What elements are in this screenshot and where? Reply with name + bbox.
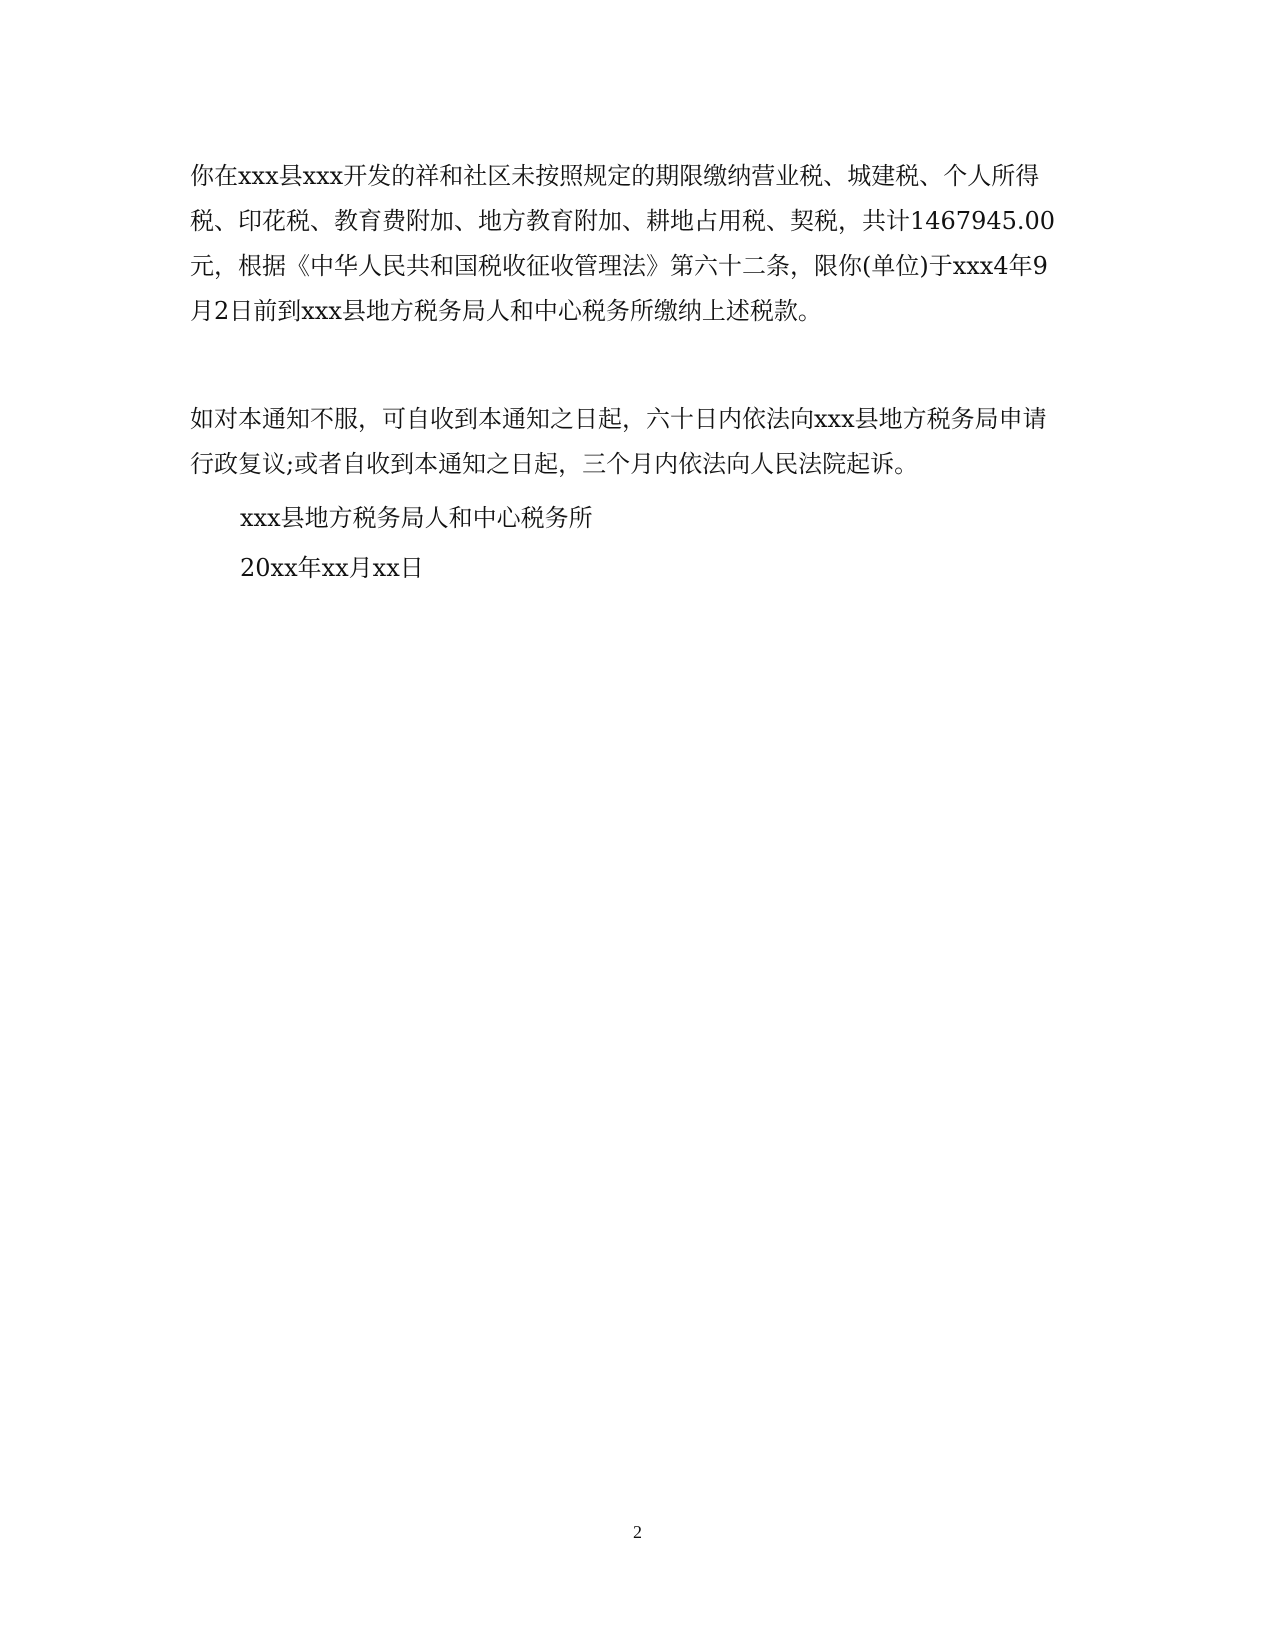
text-line: 你在xxx县xxx开发的祥和社区未按照规定的期限缴纳营业税、城建税、个人所得 [190, 162, 1040, 190]
text-line: 元，根据《中华人民共和国税收征收管理法》第六十二条，限你(单位)于xxx4年9 [190, 252, 1048, 280]
text-line: 行政复议;或者自收到本通知之日起，三个月内依法向人民法院起诉。 [190, 450, 919, 478]
text-line: 月2日前到xxx县地方税务局人和中心税务所缴纳上述税款。 [190, 297, 822, 325]
notice-paragraph-payment [190, 154, 1090, 334]
page-number: 2 [633, 1522, 642, 1542]
text-line: 税、印花税、教育费附加、地方教育附加、耕地占用税、契税，共计1467945.00 [190, 207, 1056, 235]
signature-date: 20xx年xx月xx日 [240, 554, 424, 582]
text-line: 如对本通知不服，可自收到本通知之日起，六十日内依法向xxx县地方税务局申请 [190, 405, 1047, 433]
notice-paragraph-appeal [190, 397, 1090, 487]
signature-organization: xxx县地方税务局人和中心税务所 [240, 504, 593, 532]
